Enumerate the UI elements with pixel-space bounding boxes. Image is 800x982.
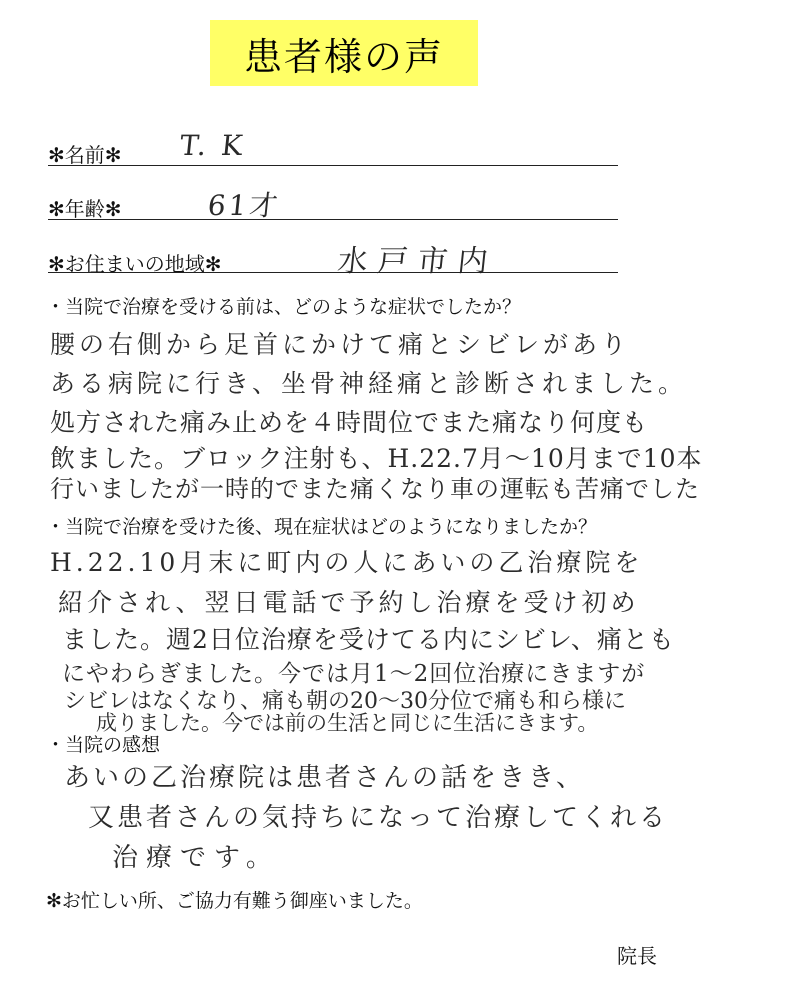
answer-before-line-1: 腰の右側から足首にかけて痛とシビレがあり <box>50 330 631 359</box>
name-label: ✻名前✻ <box>48 143 122 167</box>
answer-after-line-3: ました。週2日位治療を受けてる内にシビレ、痛とも <box>62 625 675 654</box>
area-underline <box>48 272 618 273</box>
answer-after-line-4: にやわらぎました。今では月1〜2回位治療にきますが <box>62 661 646 687</box>
age-value: 61才 <box>206 189 283 222</box>
answer-before-line-2: ある病院に行き、坐骨神経痛と診断されました。 <box>50 369 688 398</box>
age-label: ✻年齢✻ <box>48 197 122 221</box>
answer-after-line-5: シビレはなくなり、痛も朝の20〜30分位で痛も和ら様に <box>64 689 626 714</box>
answer-impressions-line-1: あいの乙治療院は患者さんの話をきき、 <box>64 763 585 793</box>
page-title: 患者様の声 <box>243 34 444 79</box>
age-underline <box>48 219 618 220</box>
area-value: 水戸市内 <box>335 244 500 279</box>
answer-before-line-4: 飲ました。ブロック注射も、H.22.7月〜10月まで10本 <box>50 444 703 473</box>
signature: 院長 <box>617 944 657 968</box>
name-underline <box>48 165 618 166</box>
question-before-treatment: ・当院で治療を受ける前は、どのような症状でしたか？ <box>46 296 522 318</box>
answer-before-line-5: 行いましたが一時的でまた痛くなり車の運転も苦痛でした <box>50 475 700 503</box>
answer-after-line-2: 紹介され、翌日電話で予約し治療を受け初め <box>58 588 640 617</box>
question-impressions: ・当院の感想 <box>46 734 161 756</box>
closing-message: ✻お忙しい所、ご協力有難う御座いました。 <box>46 890 423 912</box>
question-after-treatment: ・当院で治療を受けた後、現在症状はどのようになりましたか？ <box>46 516 598 538</box>
answer-impressions-line-2: 又患者さんの気持ちになって治療してくれる <box>88 803 669 833</box>
name-value: T. K <box>178 129 248 162</box>
answer-after-line-1: H.22.10月末に町内の人にあいの乙治療院を <box>50 548 644 577</box>
area-label: ✻お住まいの地域✻ <box>48 252 222 276</box>
answer-after-line-6: 成りました。今では前の生活と同じに生活にきます。 <box>96 711 599 735</box>
answer-impressions-line-3: 治療です。 <box>112 843 280 873</box>
title-banner <box>210 20 478 86</box>
answer-before-line-3: 処方された痛み止めを４時間位でまた痛なり何度も <box>50 408 649 437</box>
